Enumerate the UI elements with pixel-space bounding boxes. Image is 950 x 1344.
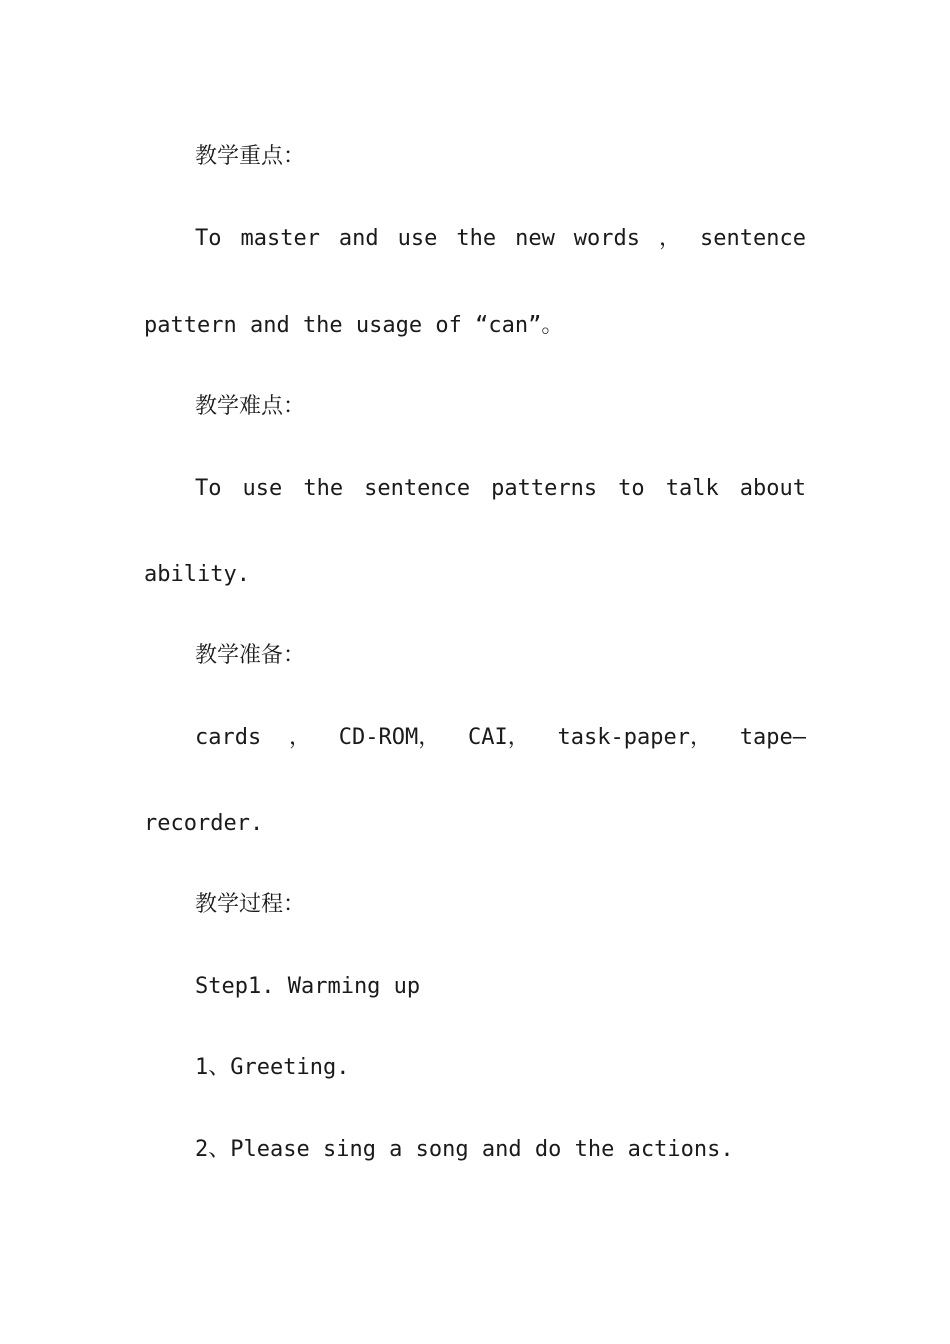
word: to bbox=[618, 476, 645, 501]
word: task-paper， bbox=[557, 725, 712, 750]
word: ， bbox=[289, 725, 312, 750]
word: about bbox=[739, 476, 806, 501]
preparation-line-2: recorder. bbox=[144, 811, 264, 836]
word: new bbox=[515, 226, 555, 251]
word: the bbox=[303, 476, 344, 501]
word: master bbox=[240, 226, 320, 251]
word: To bbox=[195, 226, 222, 251]
step1-heading: Step1. Warming up bbox=[195, 974, 421, 999]
word: and bbox=[338, 226, 379, 251]
heading-process: 教学过程： bbox=[195, 892, 306, 917]
word: CAI， bbox=[468, 725, 530, 750]
word: talk bbox=[665, 476, 719, 501]
word: sentence bbox=[699, 226, 806, 251]
heading-preparation: 教学准备： bbox=[195, 643, 306, 668]
key-points-line-2: pattern and the usage of “can”。 bbox=[144, 313, 564, 338]
word: ， bbox=[659, 226, 682, 251]
heading-difficult-points: 教学难点： bbox=[195, 394, 306, 419]
list-item: 2、Please sing a song and do the actions. bbox=[195, 1137, 734, 1162]
key-points-line-1 bbox=[195, 223, 806, 255]
word: tape— bbox=[739, 725, 806, 750]
word: sentence bbox=[364, 476, 471, 501]
word: CD-ROM， bbox=[338, 725, 441, 750]
word: use bbox=[397, 226, 438, 251]
heading-key-points: 教学重点： bbox=[195, 144, 306, 169]
word: cards bbox=[195, 725, 262, 750]
difficult-points-line-1 bbox=[195, 473, 806, 505]
word: To bbox=[195, 476, 222, 501]
word: words bbox=[573, 226, 641, 251]
list-item: 1、Greeting. bbox=[195, 1055, 350, 1080]
preparation-line-1 bbox=[195, 722, 806, 754]
difficult-points-line-2: ability. bbox=[144, 562, 250, 587]
word: patterns bbox=[491, 476, 598, 501]
word: use bbox=[242, 476, 283, 501]
word: the bbox=[456, 226, 497, 251]
